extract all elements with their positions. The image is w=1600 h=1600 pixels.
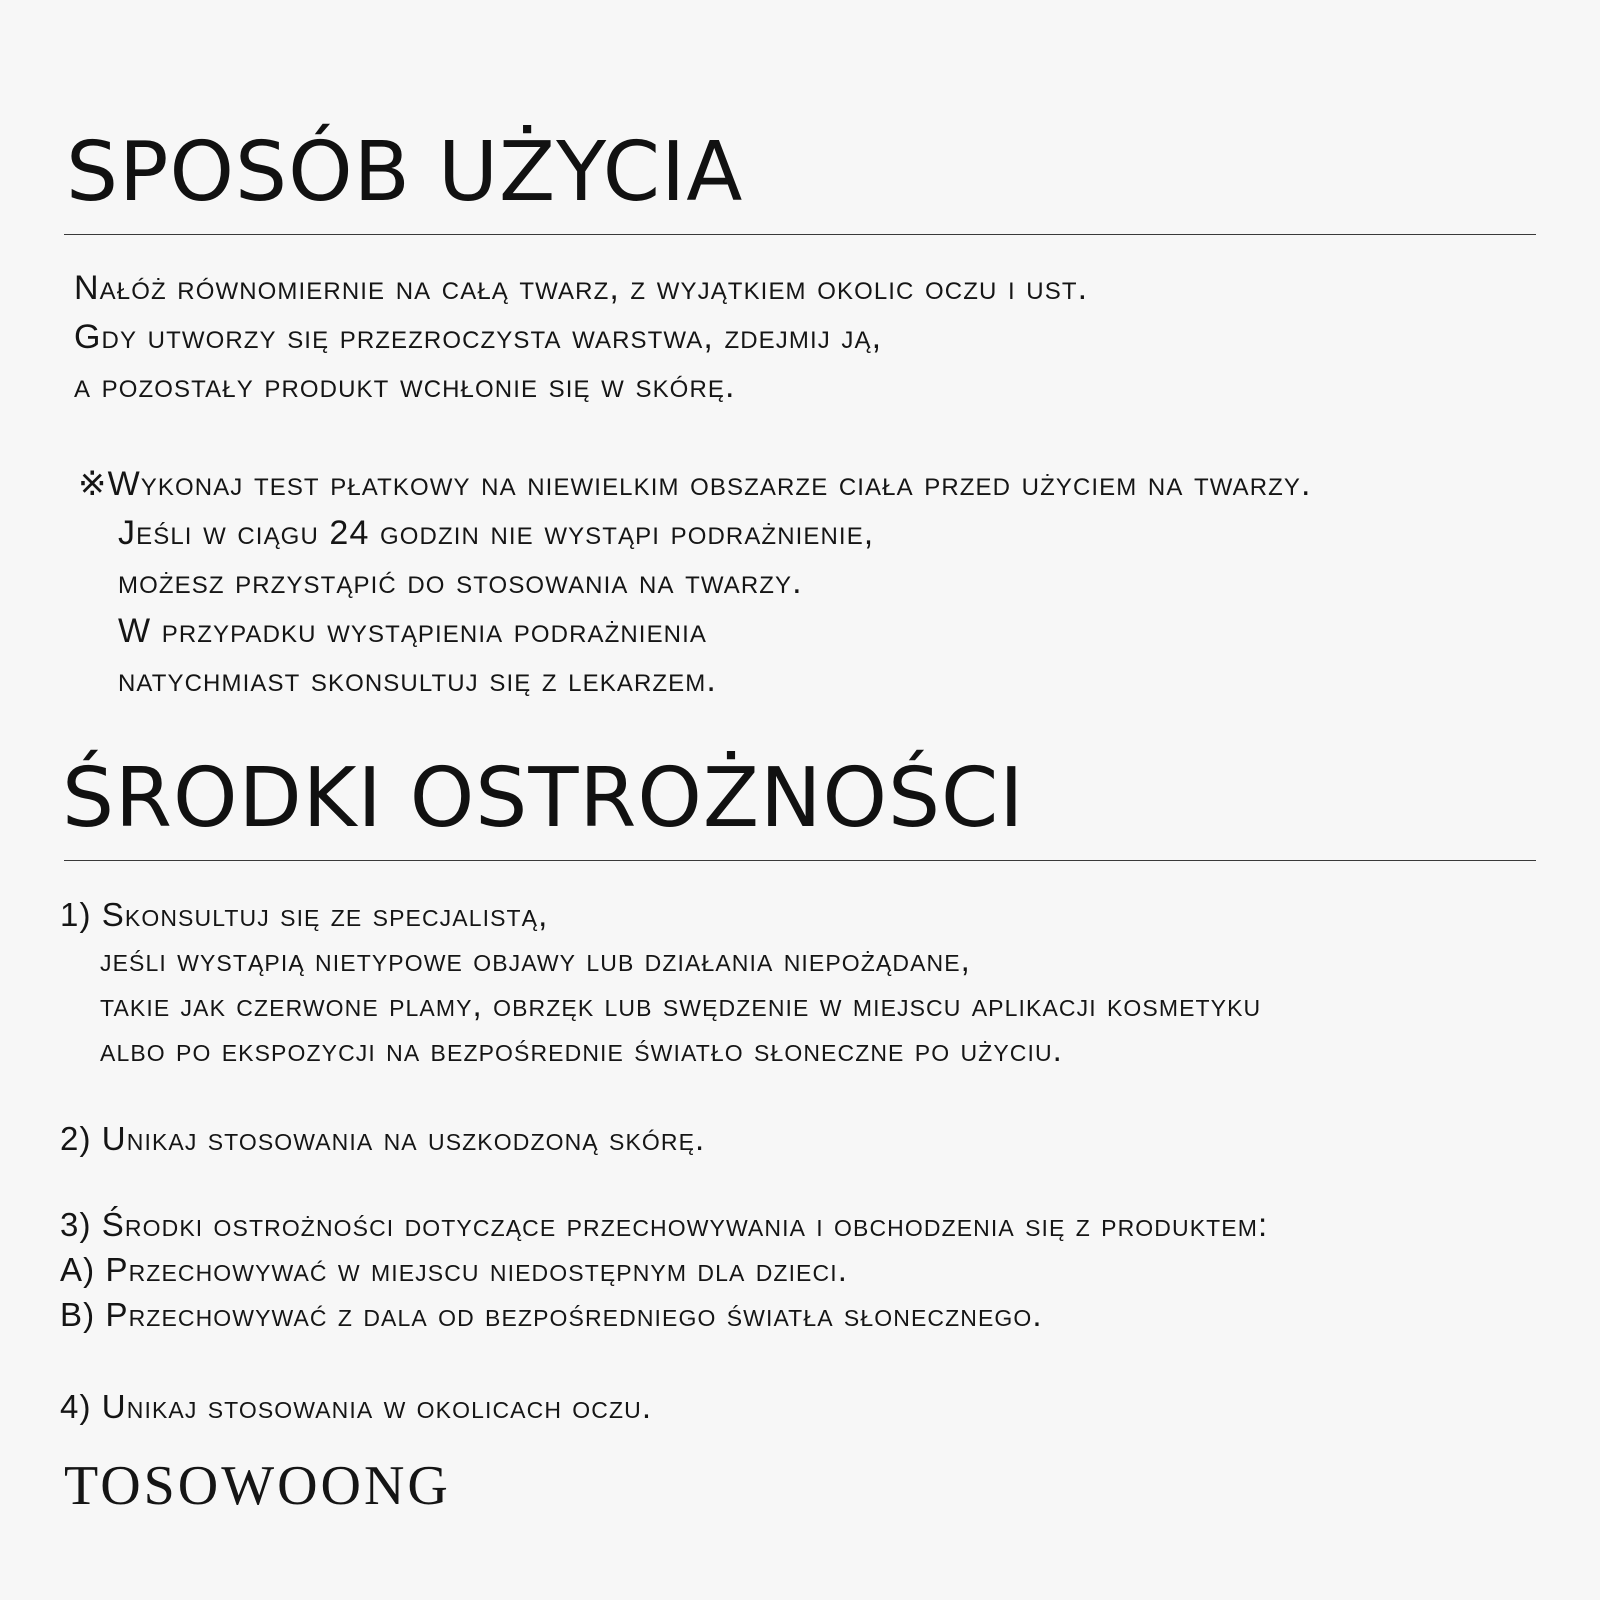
- precaution-item-2: [60, 1116, 705, 1161]
- item-3-b: B) Przechowywać z dala od bezpośredniego światła słonecznego.: [60, 1296, 1043, 1333]
- precautions-heading: ŚRODKI OSTROŻNOŚCI: [62, 751, 1025, 846]
- usage-line-3: a pozostały produkt wchłonie się w skórę.: [74, 367, 736, 405]
- note-line-4: W przypadku wystąpienia podrażnienia: [118, 612, 707, 650]
- brand-logo: TOSOWOONG: [64, 1455, 451, 1517]
- reference-mark-icon: ※: [78, 465, 108, 503]
- usage-heading: SPOSÓB UŻYCIA: [66, 125, 744, 220]
- usage-instructions: [74, 264, 1088, 411]
- item-1-line-4: albo po ekspozycji na bezpośrednie światło słoneczne po użyciu.: [100, 1031, 1063, 1068]
- item-3-a: A) Przechowywać w miejscu niedostępnym dla dzieci.: [60, 1251, 848, 1288]
- note-line-2: Jeśli w ciągu 24 godzin nie wystąpi podrażnienie,: [118, 514, 875, 552]
- patch-test-note: [78, 460, 1312, 705]
- precaution-item-1: [60, 892, 1261, 1072]
- usage-divider: [64, 234, 1536, 235]
- item-4-line: 4) Unikaj stosowania w okolicach oczu.: [60, 1388, 653, 1425]
- usage-line-2: Gdy utworzy się przezroczysta warstwa, zdejmij ją,: [74, 318, 883, 356]
- note-line-1: [78, 460, 1312, 509]
- item-2-line: 2) Unikaj stosowania na uszkodzoną skórę.: [60, 1120, 706, 1157]
- note-line-5: natychmiast skonsultuj się z lekarzem.: [118, 661, 717, 699]
- item-3-title: 3) Środki ostrożności dotyczące przechowywania i obchodzenia się z produktem:: [60, 1206, 1269, 1243]
- note-line-3: możesz przystąpić do stosowania na twarzy.: [118, 563, 803, 601]
- usage-line-1: Nałóż równomiernie na całą twarz, z wyjątkiem okolic oczu i ust.: [74, 269, 1089, 307]
- precaution-item-3: [60, 1202, 1268, 1337]
- precautions-divider: [64, 860, 1536, 861]
- note-text: Wykonaj test płatkowy na niewielkim obszarze ciała przed użyciem na twarzy.: [107, 465, 1312, 503]
- precaution-item-4: [60, 1384, 652, 1429]
- item-1-line-1: 1) Skonsultuj się ze specjalistą,: [60, 896, 549, 933]
- item-1-line-3: takie jak czerwone plamy, obrzęk lub swędzenie w miejscu aplikacji kosmetyku: [100, 986, 1262, 1023]
- item-1-line-2: jeśli wystąpią nietypowe objawy lub działania niepożądane,: [100, 941, 971, 978]
